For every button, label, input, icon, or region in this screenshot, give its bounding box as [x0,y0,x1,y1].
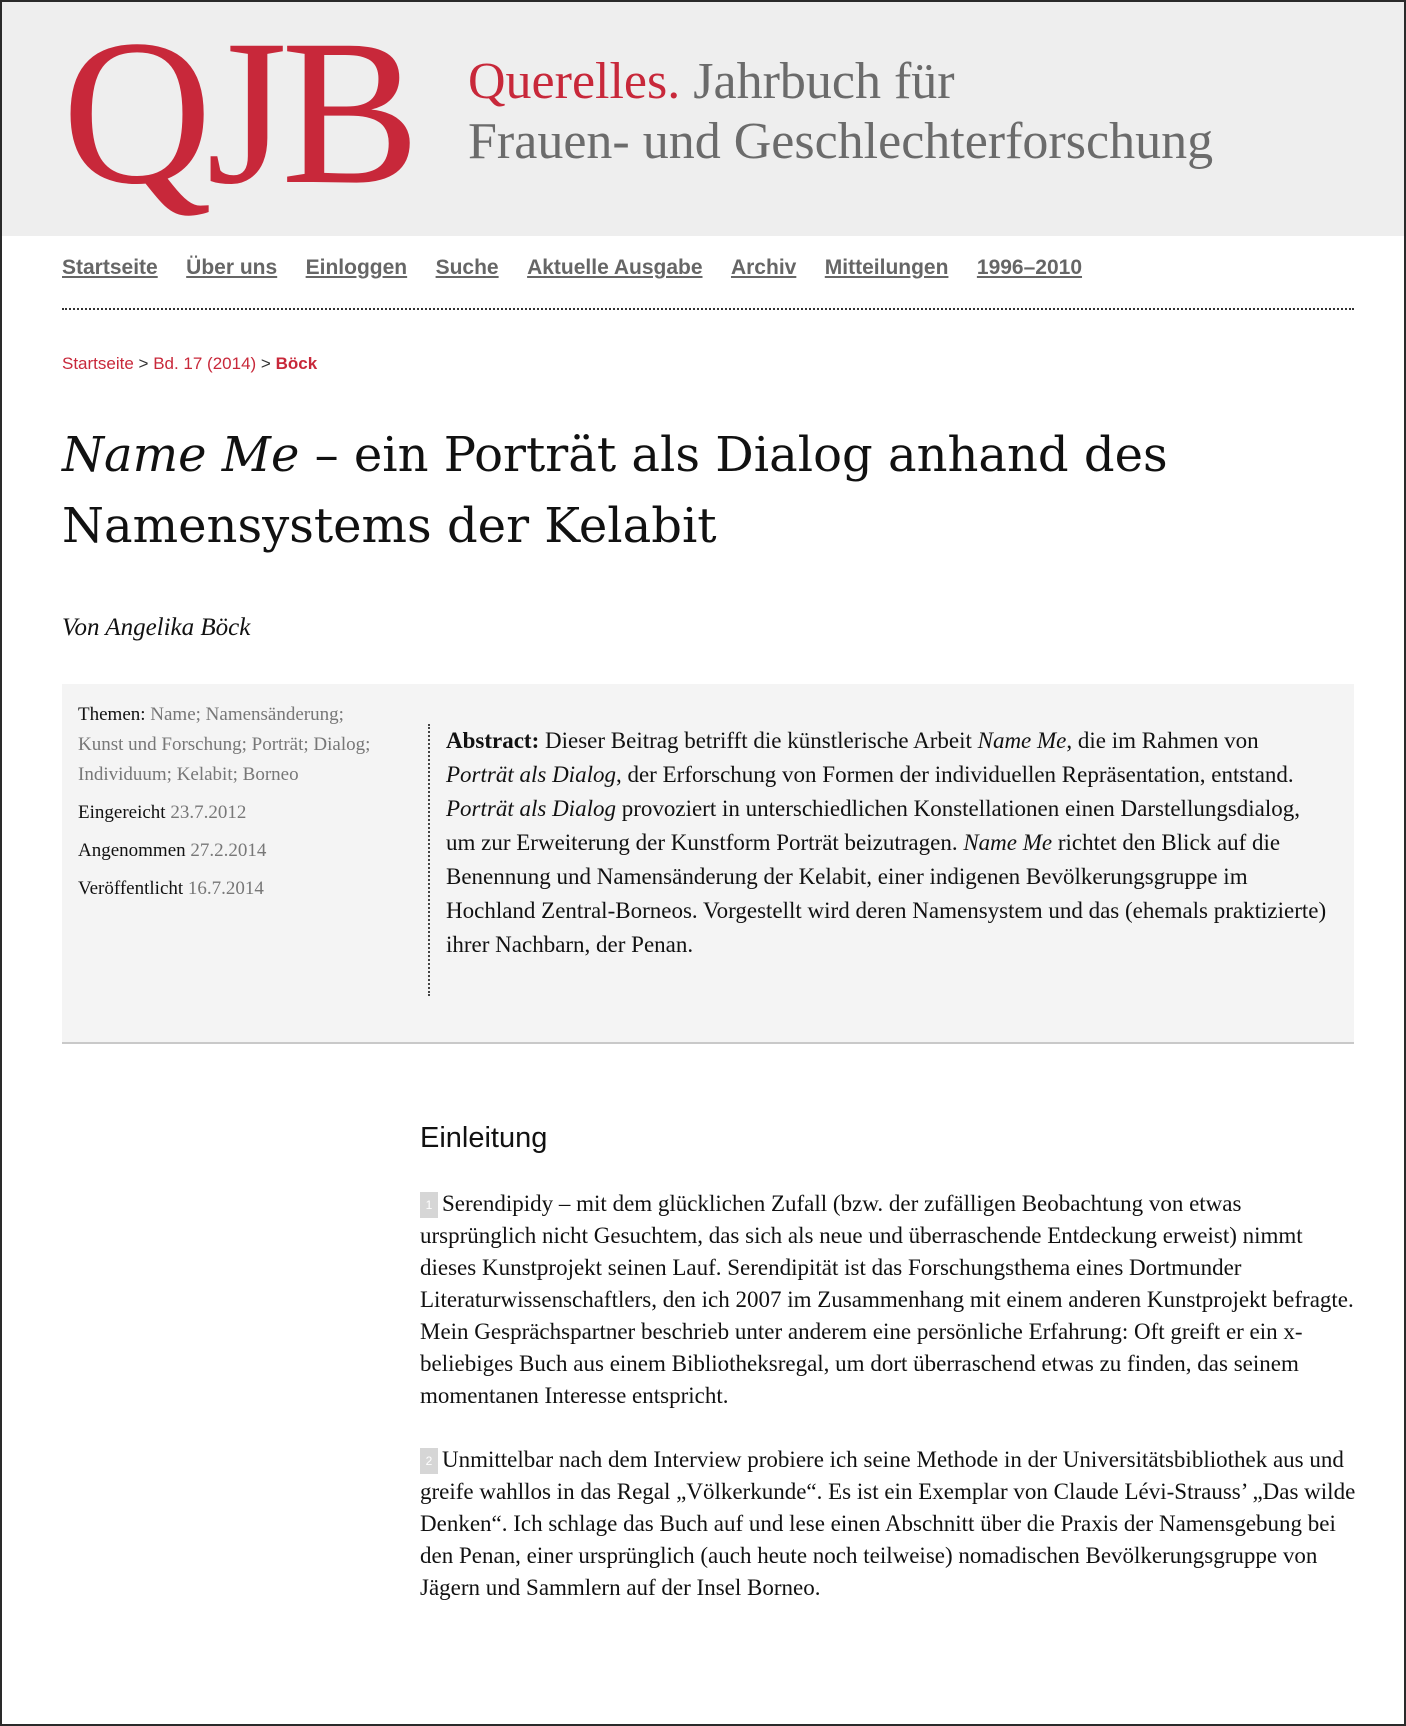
nav-item-einloggen[interactable]: Einloggen [305,256,408,279]
breadcrumb-volume[interactable]: Bd. 17 (2014) [153,354,257,373]
meta-topics-label: Themen: [78,704,146,725]
paragraph [420,1444,1360,1604]
journal-title-part2: Frauen- und Geschlechterforschung [468,113,1214,170]
meta-accepted-label: Angenommen [78,840,186,861]
breadcrumb [62,354,317,374]
abstract-text: richtet den Blick auf die Benennung und Namensänderung der Kelabit, einer indigenen Bevölkerungsgruppe im Hochland Zentral-Borneos. Vorgestellt wird deren Namensystem und das (ehemals praktizierte) ihrer Nachbarn, der Penan. [446,830,1327,957]
meta-submitted-value: 23.7.2012 [170,802,247,823]
section-heading: Einleitung [420,1122,548,1154]
journal-title-part1: Jahrbuch für [680,53,955,110]
journal-title [468,52,1213,172]
article-abstract [428,724,1328,996]
nav-item-aktuelle-ausgabe[interactable]: Aktuelle Ausgabe [527,256,703,279]
article-info-box [62,684,1354,1044]
abstract-italic: Name Me [977,728,1067,753]
meta-published-label: Veröffentlicht [78,878,184,899]
main-nav [62,256,1354,310]
meta-published-value: 16.7.2014 [187,878,264,899]
abstract-text: , die im Rahmen von [1066,728,1259,753]
article-title-italic: Name Me [62,427,300,483]
nav-item-suche[interactable]: Suche [435,256,499,279]
abstract-label: Abstract: [446,728,540,753]
nav-item-mitteilungen[interactable]: Mitteilungen [824,256,949,279]
meta-accepted-value: 27.2.2014 [190,840,267,861]
breadcrumb-separator: > [256,354,276,373]
meta-submitted [78,798,390,828]
abstract-italic: Name Me [963,830,1053,855]
article-byline: Von Angelika Böck [62,614,251,641]
paragraph-text: Unmittelbar nach dem Interview probiere ich seine Methode in der Universitätsbibliothek aus und greife wahllos in das Regal „Völkerkunde“. Es ist ein Exemplar von Claude Lévi-Strauss’ „Das wilde Denken“. Ich schlage das Buch auf und lese einen Abschnitt über die Praxis der Namensgebung bei den Penan, einer ursprünglich (auch heute noch teilweise) nomadischen Bevölkerungsgruppe von Jägern und Sammlern auf der Insel Borneo. [420,1447,1356,1600]
meta-published [78,874,390,904]
meta-accepted [78,836,390,866]
paragraph-number: 1 [420,1192,438,1218]
abstract-text: , der Erforschung von Formen der individuellen Repräsentation, entstand. [615,762,1294,787]
article-title [62,420,1262,562]
nav-item-startseite[interactable]: Startseite [62,256,158,279]
abstract-text: provoziert in unterschiedlichen Konstellationen einen Darstellungsdialog, um zur Erweiterung der Kunstform Porträt beizutragen. [446,796,1301,855]
site-banner [2,2,1404,236]
abstract-text: Dieser Beitrag betrifft die künstlerische Arbeit [539,728,978,753]
breadcrumb-home[interactable]: Startseite [62,354,134,373]
paragraph-number: 2 [420,1448,438,1474]
nav-item-ueber-uns[interactable]: Über uns [186,256,278,279]
article-body [420,1118,1360,1636]
journal-title-querelles: Querelles. [468,53,681,110]
breadcrumb-separator: > [133,354,154,373]
paragraph [420,1188,1360,1412]
abstract-italic: Porträt als Dialog [446,762,616,787]
abstract-italic: Porträt als Dialog [446,796,616,821]
meta-topics-value: Name; Namensänderung; Kunst und Forschung; Porträt; Dialog; Individuum; Kelabit; Borneo [78,704,371,785]
article-metadata [78,700,390,912]
breadcrumb-current: Böck [275,354,318,373]
meta-topics [78,700,390,790]
article-title-rest: – ein Porträt als Dialog anhand des Namensystems der Kelabit [62,427,1168,554]
meta-submitted-label: Eingereicht [78,802,166,823]
paragraph-text: Serendipidy – mit dem glücklichen Zufall (bzw. der zufälligen Beobachtung von etwas ursprünglich nicht Gesuchtem, das sich als neue und überraschende Entdeckung erweist) nimmt dieses Kunstprojekt seinen Lauf. Serendipität ist das Forschungsthema eines Dortmunder Literaturwissenschaftlers, den ich 2007 im Zusammenhang mit einem anderen Kunstprojekt befragte. Mein Gesprächspartner beschrieb unter anderem eine persönliche Erfahrung: Oft greift er ein x-beliebiges Buch aus einem Bibliotheksregal, um dort überraschend etwas zu finden, das seinem momentanen Interesse entspricht. [420,1191,1354,1408]
qjb-logo[interactable]: QJB [62,0,414,227]
nav-item-archiv[interactable]: Archiv [730,256,797,279]
nav-item-1996-2010[interactable]: 1996–2010 [976,256,1083,279]
